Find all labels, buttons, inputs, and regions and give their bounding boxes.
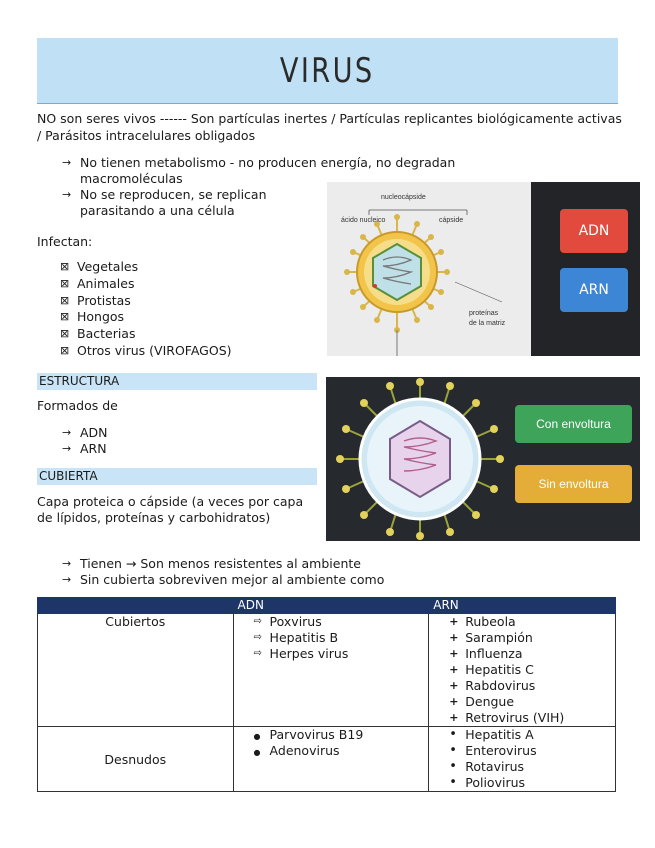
table-header-arn: ARN [429, 598, 616, 614]
list-item: ⊠ Animales [60, 276, 232, 293]
list-item: ● Parvovirus B19 [254, 727, 429, 743]
estructura-text: Formados de [37, 398, 118, 413]
list-item: → Tienen → Son menos resistentes al ambiente [60, 556, 600, 572]
cubierta-text: Capa proteica o cápside (a veces por capa de lípidos, proteínas y carbohidratos) [37, 494, 304, 525]
list-item: • Poliovirus [449, 775, 615, 791]
enveloped-virus-diagram [326, 377, 515, 541]
list-item: • Rotavirus [449, 759, 615, 775]
title-banner [37, 38, 618, 104]
table-header [38, 598, 234, 614]
list-item: ⊠ Hongos [60, 309, 232, 326]
virus-structure-figure [327, 182, 640, 356]
list-item: + Sarampión [449, 630, 615, 646]
list-item: + Influenza [449, 646, 615, 662]
list-item: ⊠ Protistas [60, 293, 232, 310]
section-heading-estructura: ESTRUCTURA [37, 373, 317, 390]
list-item: + Rubeola [449, 614, 615, 630]
list-item: • Enterovirus [449, 743, 615, 759]
label-capside: cápside [439, 217, 464, 224]
page-title: VIRUS [280, 50, 375, 91]
cell-adn [233, 614, 429, 727]
list-item: + Rabdovirus [449, 678, 615, 694]
list-item: • Hepatitis A [449, 727, 615, 743]
intro-text: NO son seres vivos ------ Son partículas inertes / Partículas replicantes biológicamente activas / Parásitos intracelulares obligados [37, 111, 622, 143]
table-header-row [38, 598, 616, 614]
con-envoltura-button: Con envoltura [515, 405, 632, 443]
cell-arn [429, 614, 616, 727]
virus-classification-table [37, 597, 616, 792]
list-item: ⊠ Bacterias [60, 326, 232, 343]
list-item: → ADN [60, 425, 108, 441]
list-item: ⇨ Herpes virus [254, 646, 429, 662]
estructura-list [60, 425, 108, 457]
adn-button: ADN [560, 209, 628, 253]
list-item: → No se reproducen, se replican parasitando a una célula [60, 187, 320, 219]
list-item: ⊠ Otros virus (VIROFAGOS) [60, 343, 232, 360]
sin-envoltura-button: Sin envoltura [515, 465, 632, 503]
list-item: → Sin cubierta sobreviven mejor al ambiente como [60, 572, 600, 588]
label-proteinas: proteínas [469, 310, 499, 317]
row-label-cubiertos: Cubiertos [38, 614, 234, 727]
list-item: ● Adenovirus [254, 743, 429, 759]
list-item: + Hepatitis C [449, 662, 615, 678]
cell-arn [429, 727, 616, 792]
label-matriz: de la matriz [469, 320, 506, 327]
list-item: → ARN [60, 441, 108, 457]
label-nucleocapside: nucleocápside [381, 194, 426, 201]
list-item: → No tienen metabolismo - no producen energía, no degradan macromoléculas [60, 155, 550, 187]
virus-diagram [327, 182, 531, 356]
table-row [38, 614, 616, 727]
table-header-adn: ADN [233, 598, 429, 614]
row-label-desnudos: Desnudos [38, 727, 234, 792]
cubierta-list [60, 556, 600, 588]
virus-envelope-figure [326, 377, 640, 541]
label-acido-nucleico: ácido nucleico [341, 217, 386, 224]
arn-button: ARN [560, 268, 628, 312]
infectan-heading: Infectan: [37, 234, 93, 249]
list-item: ⊠ Vegetales [60, 259, 232, 276]
list-item: + Retrovirus (VIH) [449, 710, 615, 726]
infectan-list [60, 259, 232, 360]
cell-adn [233, 727, 429, 792]
table-row [38, 727, 616, 792]
section-heading-cubierta: CUBIERTA [37, 468, 317, 485]
list-item: ⇨ Poxvirus [254, 614, 429, 630]
list-item: + Dengue [449, 694, 615, 710]
list-item: ⇨ Hepatitis B [254, 630, 429, 646]
